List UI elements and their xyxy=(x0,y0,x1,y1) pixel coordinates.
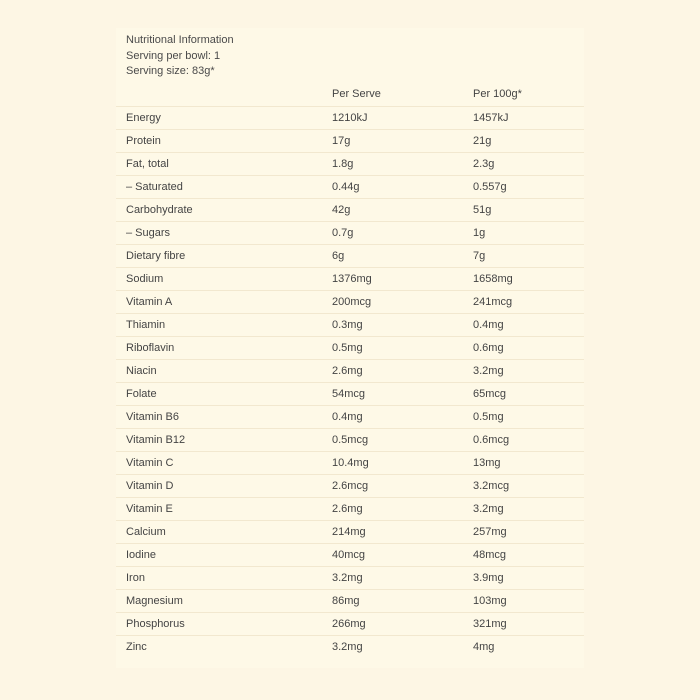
per-serve-value: 214mg xyxy=(332,520,473,543)
nutrition-header xyxy=(126,33,234,80)
per-serve-value: 6g xyxy=(332,244,473,267)
nutrient-name: Vitamin D xyxy=(116,474,332,497)
per-100g-value: 0.4mg xyxy=(473,313,584,336)
column-header-per-serve: Per Serve xyxy=(332,82,473,106)
table-row xyxy=(116,635,584,658)
nutrient-name: Magnesium xyxy=(116,589,332,612)
table-row xyxy=(116,543,584,566)
per-serve-value: 2.6mcg xyxy=(332,474,473,497)
per-serve-value: 2.6mg xyxy=(332,359,473,382)
table-row xyxy=(116,244,584,267)
table-row xyxy=(116,359,584,382)
table-row xyxy=(116,520,584,543)
table-row xyxy=(116,221,584,244)
per-100g-value: 103mg xyxy=(473,589,584,612)
table-header-row xyxy=(116,82,584,106)
per-100g-value: 13mg xyxy=(473,451,584,474)
table-row xyxy=(116,290,584,313)
table-row xyxy=(116,336,584,359)
per-100g-value: 3.2mg xyxy=(473,497,584,520)
per-100g-value: 51g xyxy=(473,198,584,221)
per-100g-value: 1658mg xyxy=(473,267,584,290)
nutrient-name: Folate xyxy=(116,382,332,405)
nutrition-table xyxy=(116,82,584,658)
table-row xyxy=(116,198,584,221)
per-serve-value: 42g xyxy=(332,198,473,221)
column-header-nutrient xyxy=(116,82,332,106)
nutrient-name: Calcium xyxy=(116,520,332,543)
nutrient-name: Thiamin xyxy=(116,313,332,336)
per-100g-value: 241mcg xyxy=(473,290,584,313)
per-100g-value: 321mg xyxy=(473,612,584,635)
table-row xyxy=(116,313,584,336)
per-serve-value: 17g xyxy=(332,129,473,152)
table-row xyxy=(116,267,584,290)
per-100g-value: 2.3g xyxy=(473,152,584,175)
nutrient-name: Vitamin B12 xyxy=(116,428,332,451)
per-serve-value: 0.5mcg xyxy=(332,428,473,451)
nutrient-name: – Sugars xyxy=(116,221,332,244)
per-100g-value: 1g xyxy=(473,221,584,244)
per-100g-value: 3.2mcg xyxy=(473,474,584,497)
nutrient-name: Energy xyxy=(116,106,332,129)
table-row xyxy=(116,106,584,129)
per-100g-value: 0.5mg xyxy=(473,405,584,428)
table-row xyxy=(116,428,584,451)
nutrient-name: Phosphorus xyxy=(116,612,332,635)
nutrient-name: – Saturated xyxy=(116,175,332,198)
per-serve-value: 0.7g xyxy=(332,221,473,244)
nutrient-name: Zinc xyxy=(126,640,147,653)
table-row xyxy=(116,129,584,152)
nutrient-name: Fat, total xyxy=(116,152,332,175)
table-row xyxy=(116,474,584,497)
per-100g-value: 0.6mg xyxy=(473,336,584,359)
table-row xyxy=(116,451,584,474)
per-serve-value: 1376mg xyxy=(332,267,473,290)
nutrient-name: Iron xyxy=(116,566,332,589)
per-serve-value: 266mg xyxy=(332,612,473,635)
per-serve-value: 2.6mg xyxy=(332,497,473,520)
per-100g-value: 1457kJ xyxy=(473,106,584,129)
nutrient-name: Vitamin C xyxy=(116,451,332,474)
per-serve-value: 1210kJ xyxy=(332,106,473,129)
per-100g-value: 4mg xyxy=(473,640,495,653)
per-serve-value: 54mcg xyxy=(332,382,473,405)
table-row xyxy=(116,612,584,635)
per-100g-value: 0.6mcg xyxy=(473,428,584,451)
nutrient-name: Dietary fibre xyxy=(116,244,332,267)
table-row xyxy=(116,175,584,198)
per-serve-value: 0.5mg xyxy=(332,336,473,359)
nutrient-name: Riboflavin xyxy=(116,336,332,359)
nutrient-name: Niacin xyxy=(116,359,332,382)
per-100g-value: 3.9mg xyxy=(473,566,584,589)
per-100g-value: 0.557g xyxy=(473,175,584,198)
table-row xyxy=(116,405,584,428)
per-serve-value: 10.4mg xyxy=(332,451,473,474)
per-serve-value: 200mcg xyxy=(332,290,473,313)
nutrition-title: Nutritional Information xyxy=(126,34,234,46)
table-row xyxy=(116,589,584,612)
per-100g-value: 3.2mg xyxy=(473,359,584,382)
serving-size: Serving size: 83g* xyxy=(126,65,215,77)
table-row xyxy=(116,152,584,175)
table-row xyxy=(116,497,584,520)
per-serve-value: 3.2mg xyxy=(332,566,473,589)
nutrient-name: Vitamin E xyxy=(116,497,332,520)
per-serve-value: 0.3mg xyxy=(332,313,473,336)
per-serve-value: 40mcg xyxy=(332,543,473,566)
per-100g-value: 257mg xyxy=(473,520,584,543)
per-100g-value: 7g xyxy=(473,244,584,267)
table-row xyxy=(116,382,584,405)
per-serve-value: 1.8g xyxy=(332,152,473,175)
per-100g-value: 65mcg xyxy=(473,382,584,405)
nutrient-name: Vitamin A xyxy=(116,290,332,313)
nutrient-name: Protein xyxy=(116,129,332,152)
nutrient-name: Sodium xyxy=(116,267,332,290)
per-serve-value: 0.4mg xyxy=(332,405,473,428)
column-header-per-100g: Per 100g* xyxy=(473,82,584,106)
nutrient-name: Vitamin B6 xyxy=(116,405,332,428)
per-serve-value: 0.44g xyxy=(332,175,473,198)
per-serve-value: 86mg xyxy=(332,589,473,612)
per-100g-value: 21g xyxy=(473,129,584,152)
nutrition-table-body xyxy=(116,106,584,658)
nutrient-name: Carbohydrate xyxy=(116,198,332,221)
per-100g-value: 48mcg xyxy=(473,543,584,566)
serving-per-bowl: Serving per bowl: 1 xyxy=(126,49,221,62)
nutrient-name: Iodine xyxy=(116,543,332,566)
table-row xyxy=(116,566,584,589)
per-serve-value: 3.2mg xyxy=(332,640,363,653)
